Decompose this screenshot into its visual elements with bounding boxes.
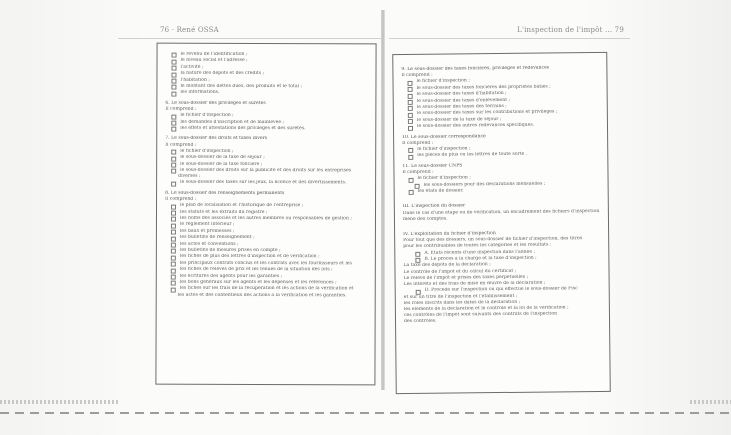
- list-item-text: le plan de localisation et l'historique de l'entreprise ;: [180, 202, 304, 209]
- list-item-text: les fiches sur les frais de la récupération et les actions de la vérification et: [179, 286, 354, 292]
- paragraph-line: des contrôles.: [404, 318, 437, 325]
- list-item: [165, 126, 369, 133]
- section-heading: III. L'inspection du dossier: [402, 203, 466, 210]
- scan-edge-left: [0, 400, 118, 404]
- checkbox-square-icon: [409, 177, 414, 182]
- paragraph-line: La taxe des dépôts de la déclaration ;: [403, 262, 491, 269]
- checkbox-square-icon: [408, 155, 413, 160]
- list-item-text: les informations.: [180, 90, 220, 96]
- list-item-text: le sous-dossier des droits sur la publicité et des droits sur les entreprises: [180, 167, 352, 174]
- checkbox-square-icon: [408, 125, 413, 130]
- checkbox-square-icon: [408, 87, 413, 92]
- list-item-text: les noms des associés et les autres membres ou responsables de gestion ;: [179, 215, 352, 222]
- list-item-text: le sous-dossier des taxes sur les jeux, la licence et des divertissements.: [180, 180, 347, 186]
- scan-edge-right: [690, 400, 731, 404]
- list-item-text: le montant des dettes dues, des produits et le total ;: [180, 83, 303, 90]
- list-item: [165, 180, 369, 187]
- paragraph-line: mène des comptes.: [402, 216, 448, 222]
- checkbox-square-icon: [416, 289, 421, 294]
- checkbox-square-icon: [171, 204, 176, 209]
- list-item-text: D. Procédé sur l'inspection ou qui effectue le sous-dossier de Fisc: [424, 286, 578, 293]
- list-item-text: les bons généraux sur les agents et les dépenses et les références ;: [179, 279, 337, 286]
- paragraph-line: Dans le cas d'une étape ou de vérification, un encadrement des fichiers d'inspection: [402, 208, 600, 216]
- list-item-text: le sous-dossier des taxes sur les contributions et privilèges ;: [416, 109, 558, 117]
- list-item-text: les principaux contrats conclus et les contrats avec les fournisseurs et les: [179, 260, 352, 267]
- checkbox-square-icon: [171, 224, 176, 229]
- right-running-head: L'inspection de l'impôt ... 79: [517, 26, 624, 34]
- checkbox-square-icon: [172, 53, 177, 58]
- list-item-text: le fichier d'inspection ;: [417, 146, 471, 152]
- list-item-text: les sous-dossiers pour des déclarations mensuelles ;: [423, 181, 546, 188]
- checkbox-square-icon: [171, 127, 176, 132]
- list-item-text: B. Le procès à la charge et la taxe d'inspection ;: [424, 255, 537, 262]
- paragraph-line: ces contrôles de l'impôt sont suivants des contrats de l'inspection: [403, 311, 558, 319]
- list-item-text: les fiches de relevés de prix et les tenues de la situation des lots ;: [179, 266, 333, 273]
- list-item-text: les états de dossier.: [417, 188, 464, 194]
- checkbox-square-icon: [171, 249, 176, 254]
- checkbox-square-icon: [171, 211, 176, 216]
- left-content-box: [155, 43, 376, 386]
- checkbox-square-icon: [171, 262, 176, 267]
- left-header-rule: [118, 38, 381, 39]
- list-item: [402, 122, 601, 130]
- checkbox-square-icon: [408, 119, 413, 124]
- paragraph-line: pour les contribuables de toutes les catégories et les résultats :: [403, 242, 552, 250]
- list-item-text: les statuts et les extraits du registre ;: [179, 209, 268, 215]
- checkbox-square-icon: [171, 114, 176, 119]
- list-item-text: le règlement intérieur ;: [179, 222, 235, 228]
- list-item-text: le sous-dossier de la taxe foncière ;: [180, 161, 263, 167]
- right-page: [385, 0, 630, 400]
- list-item-text: les actes et conventions ;: [179, 241, 239, 247]
- list-item-text: le sous-dossier de la taxe de séjour ;: [180, 154, 265, 161]
- paragraph-line: Il comprend :: [165, 142, 197, 148]
- list-item-text: le revenu de l'identification ;: [180, 51, 248, 57]
- paragraph-line: Il comprend :: [165, 106, 197, 112]
- checkbox-square-icon: [171, 150, 176, 155]
- checkbox-square-icon: [171, 182, 176, 187]
- right-header-rule: [389, 38, 630, 39]
- list-item-text: le sous-dossier des taxes des terrains ;: [416, 103, 507, 110]
- paragraph-line: les éléments de la déclaration et le contrôle et la loi de la vérification ;: [403, 305, 569, 312]
- paragraph-line: Il comprend :: [165, 196, 197, 202]
- list-item-text: les bulletins de mesures prises en compte ;: [179, 247, 281, 254]
- section-heading: 11. Le sous-dossier CNPS: [402, 163, 463, 169]
- list-item-text: les bulletins de renseignement ;: [179, 234, 255, 241]
- paragraph-line: les rôles inscrits dans les dates de la déclaration ;: [403, 299, 521, 306]
- checkbox-square-icon: [171, 275, 176, 280]
- list-item-text: le sous-dossier de la taxe de séjour ;: [416, 116, 502, 123]
- checkbox-square-icon: [171, 156, 176, 161]
- list-item-text: les écritures des agents pour les garanties ;: [179, 273, 283, 279]
- section-heading: 6. Le sous-dossier des privilèges et sûretés: [165, 100, 266, 106]
- checkbox-square-icon: [408, 100, 413, 105]
- checkbox-square-icon: [171, 255, 176, 260]
- list-item-text: les baux et promesses ;: [179, 228, 235, 234]
- list-item-text: les fiches de plus des lettres d'inspection et de vérification ;: [179, 254, 320, 260]
- list-item-text: la nature des dépôts et des crédits ;: [180, 70, 265, 77]
- checkbox-square-icon: [171, 243, 176, 248]
- list-item-text: l'activité ;: [180, 64, 204, 70]
- list-item-text: l'habitation ;: [180, 77, 210, 83]
- list-item-text: le niveau social et l'adresse ;: [180, 58, 248, 64]
- section-heading: 10. Le sous-dossier correspondance: [402, 133, 486, 140]
- list-item-text: le sous-dossier des autres redevances spécifiques.: [416, 122, 535, 130]
- list-item: [402, 151, 601, 159]
- checkbox-square-icon: [171, 281, 176, 286]
- checkbox-square-icon: [408, 148, 413, 153]
- paragraph-line: Il comprend :: [402, 140, 434, 146]
- list-item-text: A. Etats récents d'une inspection dans l'année ;: [424, 249, 536, 256]
- checkbox-square-icon: [408, 81, 413, 86]
- paragraph-line: Il comprend :: [402, 169, 434, 175]
- paragraph-line: Pour tout que des dossiers, un sous-dossier de fichier d'inspection, des titres: [403, 236, 583, 244]
- checkbox-square-icon: [171, 217, 176, 222]
- section-heading: IV. L'exploitation du fichier d'inspection: [403, 230, 496, 237]
- list-item-text: le fichier d'inspection ;: [180, 112, 234, 119]
- checkbox-square-icon: [409, 190, 414, 195]
- checkbox-square-icon: [408, 106, 413, 111]
- paragraph-line: Le relevé de l'impôt et prises des taxes perpétuelles ;: [403, 274, 529, 281]
- checkbox-square-icon: [171, 79, 176, 84]
- list-item: [403, 187, 602, 195]
- checkbox-square-icon: [171, 85, 176, 90]
- section-heading: 7. Le sous-dossier des droits et taxes divers: [165, 135, 268, 142]
- list-item: [165, 90, 369, 97]
- checkbox-square-icon: [171, 72, 176, 77]
- checkbox-square-icon: [415, 252, 420, 257]
- checkbox-square-icon: [408, 113, 413, 118]
- list-item-text: le fichier d'inspection ;: [417, 175, 471, 182]
- list-item-text: les demandes d'inscription et de mainlevée ;: [180, 119, 285, 125]
- list-item-continuation: diverses ;: [178, 173, 201, 180]
- checkbox-square-icon: [171, 268, 176, 273]
- checkbox-square-icon: [171, 66, 176, 71]
- paragraph-line: Il comprend :: [401, 72, 433, 79]
- list-item-text: le fichier d'inspection ;: [180, 148, 234, 154]
- checkbox-square-icon: [171, 121, 176, 126]
- list-item-text: le fichier d'inspection ;: [416, 78, 470, 85]
- list-item-text: le sous-dossier des taxes d'habitation ;: [416, 91, 507, 98]
- left-box-content: [165, 52, 370, 300]
- right-content-box: [392, 52, 611, 394]
- checkbox-square-icon: [171, 91, 176, 96]
- list-item-text: le sous-dossier des taxes foncières des propriétés bâties ;: [416, 84, 551, 91]
- dashed-cut-line: [0, 412, 731, 414]
- checkbox-square-icon: [171, 169, 176, 174]
- list-item-text: les effets et attestations des privilèges et des sûretés.: [180, 125, 306, 132]
- left-page: [118, 0, 381, 400]
- checkbox-square-icon: [171, 236, 176, 241]
- paragraph-line: Le contrôle de l'impôt et du calcul du certificat ;: [403, 268, 517, 275]
- right-box-content: [401, 61, 603, 326]
- list-item-text: le sous-dossier des taxes d'enlèvement ;: [416, 97, 511, 104]
- section-heading: 9. Le sous-dossier des taxes foncières, privilèges et redevances: [401, 65, 550, 73]
- checkbox-square-icon: [171, 287, 176, 292]
- paragraph-line: Les intérêts et des frais de mise en œuvre de la déclaration ;: [403, 280, 546, 287]
- section-heading: 8. Le sous-dossier des renseignements permanents: [165, 190, 285, 196]
- list-item-text: les pièces de plus ou les lettres de toute sorte .: [417, 152, 528, 159]
- checkbox-square-icon: [172, 59, 177, 64]
- list-item-continuation: les actes et des contentieux des actions à la vérification et les garanties.: [177, 292, 347, 299]
- checkbox-square-icon: [408, 94, 413, 99]
- checkbox-square-icon: [171, 163, 176, 168]
- paragraph-line: et sur un titre de l'inspection et l'établissement ;: [403, 293, 518, 300]
- left-running-head: 76 · René OSSA: [160, 26, 219, 34]
- checkbox-square-icon: [171, 230, 176, 235]
